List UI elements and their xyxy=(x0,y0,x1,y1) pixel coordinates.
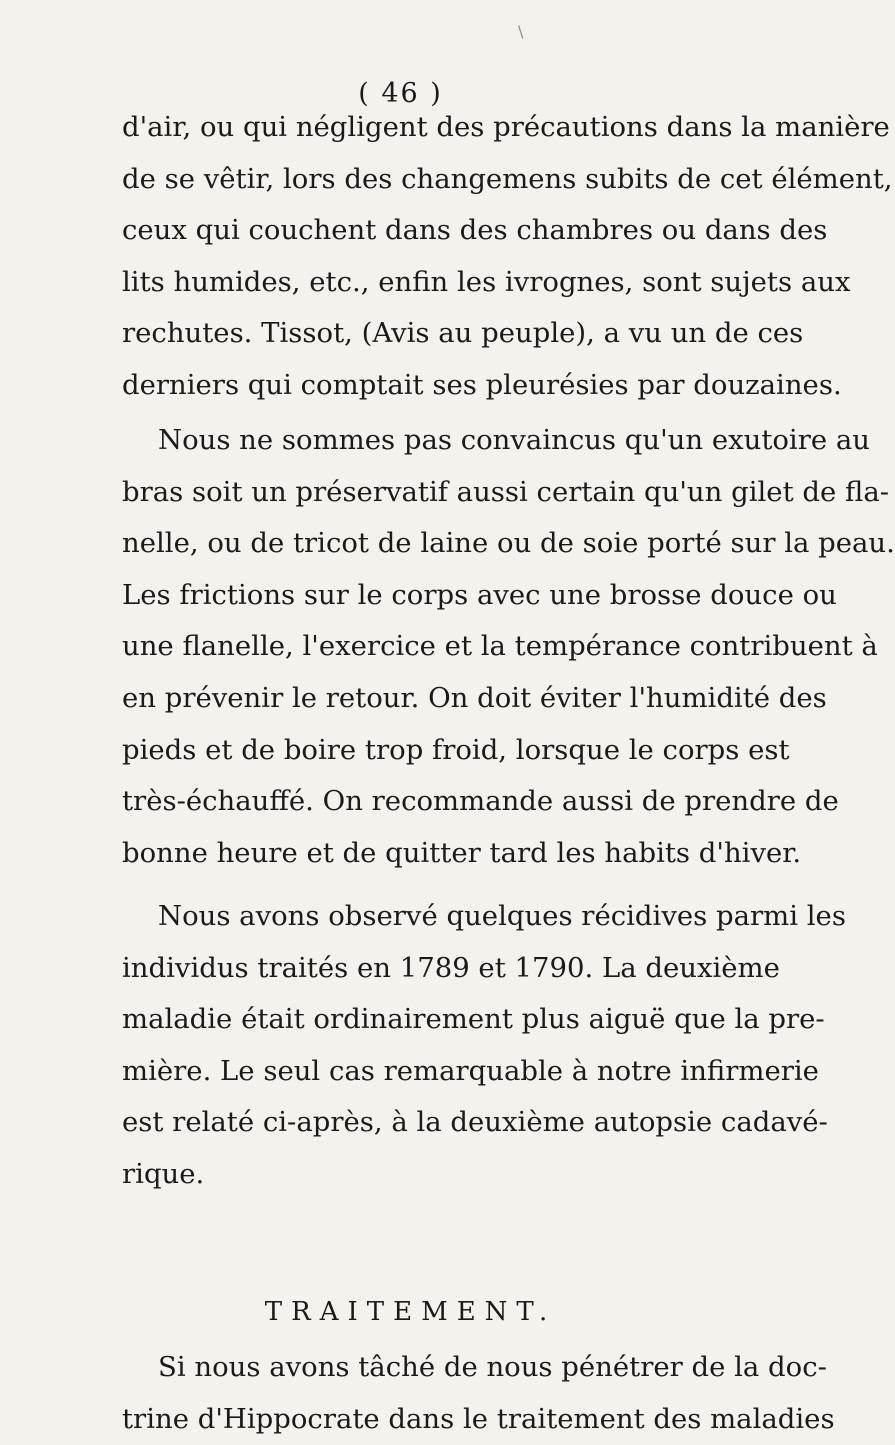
text-line: rechutes. Tissot, (Avis au peuple), a vu un de ces xyxy=(122,317,804,350)
text-line: ceux qui couchent dans des chambres ou dans des xyxy=(122,214,828,247)
section-heading: TRAITEMENT. xyxy=(264,1297,557,1327)
paragraph-2 xyxy=(122,415,895,879)
text-line: de se vêtir, lors des changemens subits de cet élément, xyxy=(122,162,893,195)
text-line: pieds et de boire trop froid, lorsque le corps est xyxy=(122,733,790,766)
paragraph-3 xyxy=(122,891,846,1201)
text-line: bonne heure et de quitter tard les habits d'hiver. xyxy=(122,836,802,869)
text-line: mière. Le seul cas remarquable à notre infirmerie xyxy=(122,1054,819,1087)
text-line: Si nous avons tâché de nous pénétrer de la doc- xyxy=(158,1351,827,1383)
text-line: Nous ne sommes pas convaincus qu'un exutoire au xyxy=(158,424,870,456)
text-line: en prévenir le retour. On doit éviter l'humidité des xyxy=(122,681,827,714)
text-line: lits humides, etc., enfin les ivrognes, sont sujets aux xyxy=(122,265,851,298)
paragraph-1 xyxy=(122,102,893,412)
text-line: bras soit un préservatif aussi certain qu'un gilet de fla- xyxy=(122,475,890,508)
text-line: rique. xyxy=(122,1157,205,1190)
top-mark: \ xyxy=(518,22,524,41)
text-line: trine d'Hippocrate dans le traitement des maladies xyxy=(122,1402,835,1435)
text-line: une flanelle, l'exercice et la tempérance contribuent à xyxy=(122,630,878,663)
text-line: est relaté ci-après, à la deuxième autopsie cadavé- xyxy=(122,1106,828,1139)
text-line: Nous avons observé quelques récidives parmi les xyxy=(158,900,846,932)
paragraph-4 xyxy=(122,1342,835,1445)
text-line: d'air, ou qui négligent des précautions dans la manière xyxy=(122,111,890,143)
text-line: Les frictions sur le corps avec une brosse douce ou xyxy=(122,578,837,611)
text-line: individus traités en 1789 et 1790. La deuxième xyxy=(122,951,780,984)
text-line: derniers qui comptait ses pleurésies par douzaines. xyxy=(122,368,842,401)
page-number: ( 46 ) xyxy=(358,78,443,109)
text-line: nelle, ou de tricot de laine ou de soie porté sur la peau. xyxy=(122,527,895,560)
text-line: maladie était ordinairement plus aiguë que la pre- xyxy=(122,1003,825,1036)
text-line: très-échauffé. On recommande aussi de prendre de xyxy=(122,785,839,818)
